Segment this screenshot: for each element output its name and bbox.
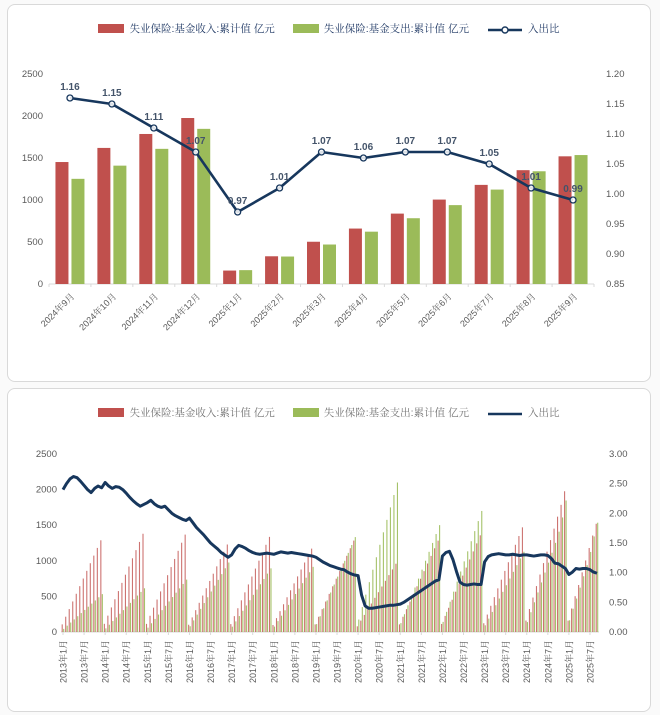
svg-text:0.97: 0.97 — [227, 196, 248, 207]
ratio-data-labels — [60, 82, 583, 207]
svg-text:3.00: 3.00 — [609, 449, 628, 460]
income-legend-label: 失业保险:基金收入:累计值 亿元 — [129, 22, 275, 35]
legend-item-expense — [293, 21, 469, 36]
svg-text:0.90: 0.90 — [606, 249, 625, 260]
svg-text:1500: 1500 — [35, 520, 57, 532]
svg-text:1.00: 1.00 — [609, 567, 628, 579]
legend-item-ratio — [487, 21, 560, 36]
svg-text:2.00: 2.00 — [609, 508, 628, 520]
svg-text:1.15: 1.15 — [102, 88, 122, 99]
svg-text:2025年2月: 2025年2月 — [248, 291, 286, 329]
legend-item-expense — [293, 405, 469, 420]
svg-text:2015年1月: 2015年1月 — [142, 640, 153, 684]
svg-text:1.05: 1.05 — [606, 159, 625, 170]
svg-text:2025年4月: 2025年4月 — [332, 291, 370, 329]
svg-text:500: 500 — [41, 591, 57, 603]
svg-text:500: 500 — [27, 237, 43, 248]
history-x-labels — [58, 632, 596, 683]
svg-text:1.01: 1.01 — [521, 172, 541, 183]
svg-text:1.06: 1.06 — [353, 142, 374, 153]
svg-text:2023年1月: 2023年1月 — [480, 640, 491, 684]
svg-text:1.16: 1.16 — [60, 82, 80, 93]
svg-text:2025年9月: 2025年9月 — [541, 291, 580, 329]
expense-legend-label: 失业保险:基金支出:累计值 亿元 — [323, 406, 470, 419]
expense-legend-swatch — [293, 24, 319, 33]
income-legend-swatch — [98, 408, 124, 417]
svg-text:2019年7月: 2019年7月 — [332, 640, 343, 684]
svg-text:2025年8月: 2025年8月 — [500, 291, 538, 329]
svg-text:0.00: 0.00 — [609, 627, 628, 638]
svg-text:2017年7月: 2017年7月 — [248, 640, 259, 684]
ratio-line-marker-icon — [487, 25, 523, 35]
svg-text:1.07: 1.07 — [311, 136, 332, 147]
svg-text:2019年1月: 2019年1月 — [311, 640, 322, 684]
svg-text:2025年7月: 2025年7月 — [458, 291, 496, 329]
svg-text:2020年1月: 2020年1月 — [353, 640, 364, 684]
legend-history — [8, 402, 650, 422]
svg-text:2500: 2500 — [35, 449, 57, 460]
svg-text:2024年7月: 2024年7月 — [543, 640, 554, 684]
svg-text:2025年6月: 2025年6月 — [416, 291, 454, 329]
recent-x-labels — [38, 291, 579, 333]
svg-text:1.10: 1.10 — [606, 129, 625, 140]
svg-text:1.50: 1.50 — [609, 538, 628, 549]
legend-item-income — [98, 405, 274, 420]
svg-text:0.85: 0.85 — [606, 279, 625, 290]
svg-text:0: 0 — [51, 627, 57, 638]
expense-legend-swatch — [293, 408, 319, 417]
svg-text:2013年7月: 2013年7月 — [79, 640, 90, 684]
svg-text:1.07: 1.07 — [185, 136, 206, 147]
legend-item-ratio — [487, 405, 560, 420]
svg-text:2025年1月: 2025年1月 — [564, 640, 575, 684]
svg-text:1.05: 1.05 — [479, 148, 499, 159]
svg-text:0: 0 — [37, 279, 43, 290]
ratio-legend-label: 入出比 — [528, 406, 560, 419]
svg-text:1.20: 1.20 — [606, 69, 625, 80]
history-chart-canvas — [9, 426, 649, 715]
svg-text:2015年7月: 2015年7月 — [163, 640, 174, 684]
svg-text:0.95: 0.95 — [606, 219, 625, 230]
svg-text:2024年12月: 2024年12月 — [161, 291, 203, 333]
legend-item-income — [98, 21, 274, 36]
svg-text:2024年11月: 2024年11月 — [119, 291, 161, 332]
svg-text:1.11: 1.11 — [144, 112, 164, 123]
svg-text:1000: 1000 — [21, 195, 43, 206]
svg-text:2018年1月: 2018年1月 — [269, 640, 280, 684]
svg-text:2017年1月: 2017年1月 — [227, 640, 238, 684]
svg-text:2020年7月: 2020年7月 — [374, 640, 385, 684]
svg-text:1.15: 1.15 — [606, 99, 625, 110]
svg-text:2000: 2000 — [21, 111, 43, 122]
svg-text:2018年7月: 2018年7月 — [290, 640, 301, 684]
svg-text:2013年1月: 2013年1月 — [58, 640, 69, 684]
svg-text:1500: 1500 — [21, 153, 43, 164]
svg-text:2.50: 2.50 — [609, 478, 628, 490]
svg-text:2024年10月: 2024年10月 — [77, 291, 119, 333]
svg-text:2016年1月: 2016年1月 — [184, 640, 195, 684]
svg-text:1.07: 1.07 — [437, 136, 458, 147]
svg-text:2016年7月: 2016年7月 — [206, 640, 217, 684]
svg-text:2014年7月: 2014年7月 — [121, 640, 132, 684]
history-axes — [36, 449, 628, 638]
svg-text:0.50: 0.50 — [609, 597, 628, 609]
chart-panel-recent — [7, 4, 651, 382]
svg-text:0.99: 0.99 — [563, 184, 583, 195]
svg-text:1.01: 1.01 — [269, 172, 290, 183]
svg-text:2024年1月: 2024年1月 — [522, 640, 533, 684]
svg-text:1.07: 1.07 — [395, 136, 416, 147]
ratio-line-icon — [487, 409, 523, 419]
svg-text:2025年3月: 2025年3月 — [290, 291, 328, 329]
svg-text:2024年9月: 2024年9月 — [38, 291, 77, 329]
svg-text:2022年1月: 2022年1月 — [437, 640, 448, 684]
svg-text:2000: 2000 — [35, 484, 57, 496]
recent-chart-canvas — [9, 42, 649, 372]
svg-text:2500: 2500 — [21, 69, 43, 80]
svg-text:1.00: 1.00 — [606, 189, 625, 200]
svg-text:2022年7月: 2022年7月 — [459, 640, 469, 684]
legend-recent — [8, 18, 650, 38]
expense-legend-label: 失业保险:基金支出:累计值 亿元 — [323, 22, 470, 35]
income-legend-swatch — [98, 24, 124, 33]
chart-panel-history — [7, 388, 651, 712]
income-legend-label: 失业保险:基金收入:累计值 亿元 — [129, 406, 275, 419]
ratio-legend-label: 入出比 — [528, 22, 560, 35]
svg-text:2023年7月: 2023年7月 — [501, 640, 512, 684]
svg-text:1000: 1000 — [35, 555, 57, 567]
svg-text:2025年7月: 2025年7月 — [585, 640, 596, 684]
svg-text:2014年1月: 2014年1月 — [100, 640, 111, 684]
svg-text:2021年7月: 2021年7月 — [416, 640, 427, 684]
svg-text:2025年5月: 2025年5月 — [374, 291, 412, 329]
svg-text:2021年1月: 2021年1月 — [395, 640, 406, 684]
income-bars — [62, 491, 596, 632]
svg-text:2025年1月: 2025年1月 — [206, 291, 245, 329]
